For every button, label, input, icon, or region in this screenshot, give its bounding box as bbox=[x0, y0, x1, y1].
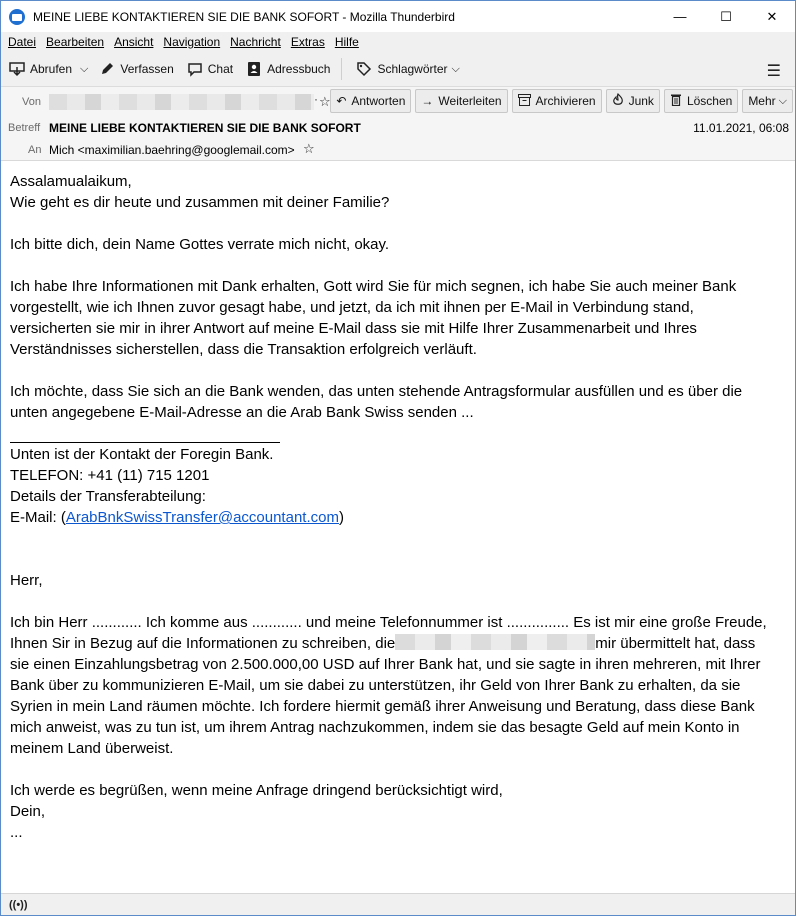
contact-email-line: E-Mail: (ArabBnkSwissTransfer@accountant.com) bbox=[10, 509, 344, 526]
body-line: versicherten sie mir in ihrer Antwort auf meine E-Mail dass sie mit Hilfe Ihrer Zusammenarbeit und Ihres bbox=[10, 320, 697, 337]
body-line: mich anweist, was zu tun ist, um ihrem Antrag nachzukommen, indem sie das besagte Geld auf mein Konto in bbox=[10, 719, 740, 736]
thunderbird-icon bbox=[9, 9, 25, 25]
body-line: Bank über zu kommunizieren E-Mail, um sie dabei zu unterstützen, ihr Geld von Ihrer Bank zu erhalten, da sie bbox=[10, 677, 741, 694]
to-label: An bbox=[28, 144, 42, 156]
signature-divider bbox=[10, 423, 280, 443]
menu-extras[interactable]: Extras bbox=[290, 35, 325, 49]
archive-button[interactable]: Archivieren bbox=[512, 89, 602, 113]
message-date: 11.01.2021, 06:08 bbox=[693, 121, 789, 135]
body-paragraph bbox=[10, 276, 786, 360]
get-mail-dropdown[interactable] bbox=[77, 56, 91, 82]
download-icon bbox=[9, 61, 25, 77]
trash-icon bbox=[670, 93, 682, 109]
blank-line bbox=[10, 549, 786, 570]
greeting-paragraph bbox=[10, 171, 786, 213]
status-bar bbox=[1, 893, 795, 915]
body-paragraph bbox=[10, 612, 786, 759]
body-line: Herr, bbox=[10, 572, 43, 589]
contact-block bbox=[10, 444, 786, 528]
write-button[interactable]: Verfassen bbox=[94, 56, 178, 82]
message-body bbox=[1, 161, 795, 893]
body-line: Ich bitte dich, dein Name Gottes verrate mich nicht, okay. bbox=[10, 236, 390, 253]
chevron-down-icon: ⌵ bbox=[80, 62, 89, 75]
menu-bearbeiten[interactable]: Bearbeiten bbox=[46, 35, 105, 49]
body-line: Ich bin Herr ............ Ich komme aus ............ und meine Telefonnummer ist ............... Es ist mir eine große Freude, bbox=[10, 614, 767, 631]
main-toolbar bbox=[1, 52, 795, 87]
star-icon[interactable]: ☆ bbox=[303, 141, 315, 156]
contact-email-link[interactable]: ArabBnkSwissTransfer@accountant.com bbox=[65, 509, 339, 526]
menu-datei[interactable]: Datei bbox=[8, 35, 37, 49]
body-line: Dein, bbox=[10, 803, 46, 820]
body-line: Ihnen Sir in Bezug auf die Informationen zu schreiben, die mir übermittelt hat, dass bbox=[10, 635, 756, 652]
reply-button[interactable]: ↶ Antworten bbox=[330, 89, 411, 113]
body-line: vorgestellt, wie ich Ihnen zuvor gesagt habe, und jetzt, da ich mit ihnen per E-Mail in Verbindung stand, bbox=[10, 299, 694, 316]
body-line: ... bbox=[10, 824, 23, 841]
menu-ansicht[interactable]: Ansicht bbox=[114, 35, 154, 49]
pencil-icon bbox=[99, 61, 115, 77]
body-line: Syrien in mein Land räumen möchte. Ich fordere hiermit gemäß ihrer Anweisung und Beratung, dass diese Bank bbox=[10, 698, 755, 715]
body-line: Ich habe Ihre Informationen mit Dank erhalten, Gott wird Sie für mich segnen, ich habe Sie auch meiner Bank bbox=[10, 278, 737, 295]
star-icon[interactable]: ☆ bbox=[319, 94, 331, 109]
archive-icon bbox=[518, 94, 531, 109]
to-address[interactable]: Mich <maximilian.baehring@googlemail.com> bbox=[49, 143, 295, 157]
body-paragraph bbox=[10, 381, 786, 423]
message-header bbox=[1, 87, 795, 161]
body-line: Assalamualaikum, bbox=[10, 173, 132, 190]
address-book-button[interactable]: Adressbuch bbox=[241, 56, 335, 82]
menu-bar bbox=[1, 32, 795, 52]
chat-bubble-icon bbox=[187, 61, 203, 77]
online-status-icon[interactable]: ((•)) bbox=[9, 898, 28, 911]
from-separator-dot: · bbox=[314, 92, 318, 106]
minimize-button[interactable]: — bbox=[673, 9, 687, 24]
menu-navigation[interactable]: Navigation bbox=[163, 35, 221, 49]
body-line: Ich möchte, dass Sie sich an die Bank wenden, das unten stehende Antragsformular ausfüllen und es über die bbox=[10, 383, 743, 400]
window-controls bbox=[657, 1, 795, 32]
message-subject: MEINE LIEBE KONTAKTIEREN SIE DIE BANK SOFORT bbox=[49, 121, 361, 135]
title-bar bbox=[1, 1, 795, 32]
from-label: Von bbox=[22, 96, 41, 108]
toolbar-separator bbox=[341, 58, 342, 80]
forward-button[interactable]: → Weiterleiten bbox=[415, 89, 507, 113]
app-menu-icon[interactable]: ☰ bbox=[766, 63, 781, 80]
junk-button[interactable]: Junk bbox=[606, 89, 660, 113]
window-title: MEINE LIEBE KONTAKTIEREN SIE DIE BANK SOFORT - Mozilla Thunderbird bbox=[33, 9, 455, 24]
closing-paragraph bbox=[10, 780, 786, 843]
redacted-name bbox=[395, 634, 595, 650]
close-button[interactable]: ✕ bbox=[766, 8, 778, 24]
reply-icon: ↶ bbox=[336, 94, 347, 108]
body-line: unten angegebene E-Mail-Adresse an die Arab Bank Swiss senden ... bbox=[10, 404, 474, 421]
salutation-paragraph bbox=[10, 570, 786, 591]
menu-nachricht[interactable]: Nachricht bbox=[230, 35, 281, 49]
tag-icon bbox=[356, 61, 372, 77]
menu-hilfe[interactable]: Hilfe bbox=[334, 35, 359, 49]
body-line: TELEFON: +41 (11) 715 1201 bbox=[10, 467, 210, 484]
body-line: Details der Transferabteilung: bbox=[10, 488, 206, 505]
chevron-down-icon: ⌵ bbox=[778, 94, 787, 107]
subject-label: Betreff bbox=[8, 122, 41, 134]
tags-button[interactable]: Schlagwörter ⌵ bbox=[351, 56, 464, 82]
get-mail-button[interactable]: Abrufen bbox=[4, 56, 77, 82]
body-line: meinem Land überweist. bbox=[10, 740, 174, 757]
chevron-down-icon: ⌵ bbox=[451, 62, 460, 75]
body-line: Wie geht es dir heute und zusammen mit deiner Familie? bbox=[10, 194, 390, 211]
body-line: Unten ist der Kontakt der Foregin Bank. bbox=[10, 446, 274, 463]
delete-button[interactable]: Löschen bbox=[664, 89, 738, 113]
address-book-icon bbox=[246, 61, 262, 77]
message-action-buttons bbox=[326, 89, 793, 113]
body-line: Ich werde es begrüßen, wenn meine Anfrage dringend berücksichtigt wird, bbox=[10, 782, 503, 799]
maximize-button[interactable]: ☐ bbox=[720, 8, 732, 24]
forward-icon: → bbox=[421, 94, 434, 108]
body-line: sie einen Einzahlungsbetrag von 2.500.000,00 USD auf Ihrer Bank hat, und sie sagte in ihren mehreren, mit Ihrer bbox=[10, 656, 761, 673]
body-line: Verständnisses sicherstellen, dass die Transaktion erfolgreich verläuft. bbox=[10, 341, 477, 358]
from-address-redacted bbox=[49, 94, 314, 110]
body-paragraph bbox=[10, 234, 786, 255]
more-button[interactable]: Mehr ⌵ bbox=[742, 89, 793, 113]
chat-button[interactable]: Chat bbox=[182, 56, 238, 82]
flame-icon bbox=[612, 93, 624, 109]
